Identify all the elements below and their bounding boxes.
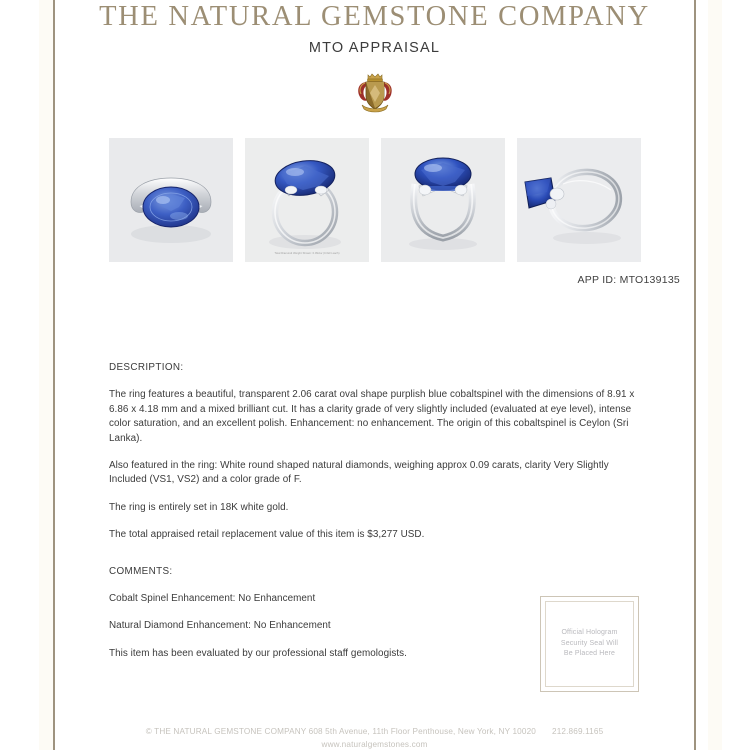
footer-phone: 212.869.1165 xyxy=(552,727,604,736)
comment-line-3: This item has been evaluated by our professional staff gemologists. xyxy=(109,647,407,659)
page-border-band-right xyxy=(708,0,722,750)
hologram-seal-text xyxy=(561,628,618,660)
ring-photo-gallery xyxy=(109,138,641,262)
photo-caption: Total Diamond Weight Shown: 0.09ctw (0.02ct each) xyxy=(274,252,340,255)
company-title: THE NATURAL GEMSTONE COMPANY xyxy=(99,1,650,32)
description-label: DESCRIPTION: xyxy=(109,362,184,373)
hologram-seal-line-3: Be Placed Here xyxy=(563,650,616,658)
description-paragraph-1: The ring features a beautiful, transparent 2.06 carat oval shape purplish blue cobaltspinel with the dimensions of 8.91 x 6.86 x 4.18 mm and a mixed brilliant cut. It has a clarity grade of very slightly included (evaluated at eye level), intense color saturation, and an excellent polish. Enhancement: no enhancement. The origin of this cobaltspinel is Ceylon (Sri Lanka). xyxy=(109,389,635,444)
document-subtitle: MTO APPRAISAL xyxy=(308,40,441,56)
footer-copyright: © THE NATURAL GEMSTONE COMPANY 608 5th Avenue, 11th Floor Penthouse, New York, NY 10020 xyxy=(145,727,536,736)
ring-photo-side-view[interactable] xyxy=(517,138,641,262)
description-paragraph-3: The ring is entirely set in 18K white gold. xyxy=(109,501,289,513)
page-border-rule-right xyxy=(694,0,696,750)
footer-address-line xyxy=(55,726,694,738)
comment-line-2: Natural Diamond Enhancement: No Enhancement xyxy=(109,620,331,632)
crest-container xyxy=(55,69,694,115)
page-footer xyxy=(55,726,694,751)
app-id-label: APP ID: MTO139135 xyxy=(577,274,680,286)
page-border-band-left xyxy=(39,0,53,750)
heraldic-crest-icon xyxy=(353,69,397,120)
ring-photo-angled-view[interactable] xyxy=(245,138,369,262)
hologram-seal-line-1: Official Hologram xyxy=(561,629,618,637)
footer-website[interactable]: www.naturalgemstones.com xyxy=(321,740,428,749)
ring-photo-front-view[interactable] xyxy=(381,138,505,262)
hologram-seal-inner-frame xyxy=(545,601,634,687)
description-paragraph-4: The total appraised retail replacement value of this item is $3,277 USD. xyxy=(109,529,425,541)
comment-line-1: Cobalt Spinel Enhancement: No Enhancement xyxy=(109,593,316,605)
comments-label: COMMENTS: xyxy=(109,565,173,577)
appraisal-document xyxy=(55,0,694,750)
masthead xyxy=(55,0,694,57)
hologram-seal-placeholder xyxy=(540,596,639,692)
hologram-seal-line-2: Security Seal Will xyxy=(560,639,619,647)
description-paragraph-2: Also featured in the ring: White round shaped natural diamonds, weighing approx 0.09 carats, clarity Very Slightly Included (VS1, VS2) and a color grade of F. xyxy=(109,460,609,486)
ring-photo-top-view[interactable] xyxy=(109,138,233,262)
